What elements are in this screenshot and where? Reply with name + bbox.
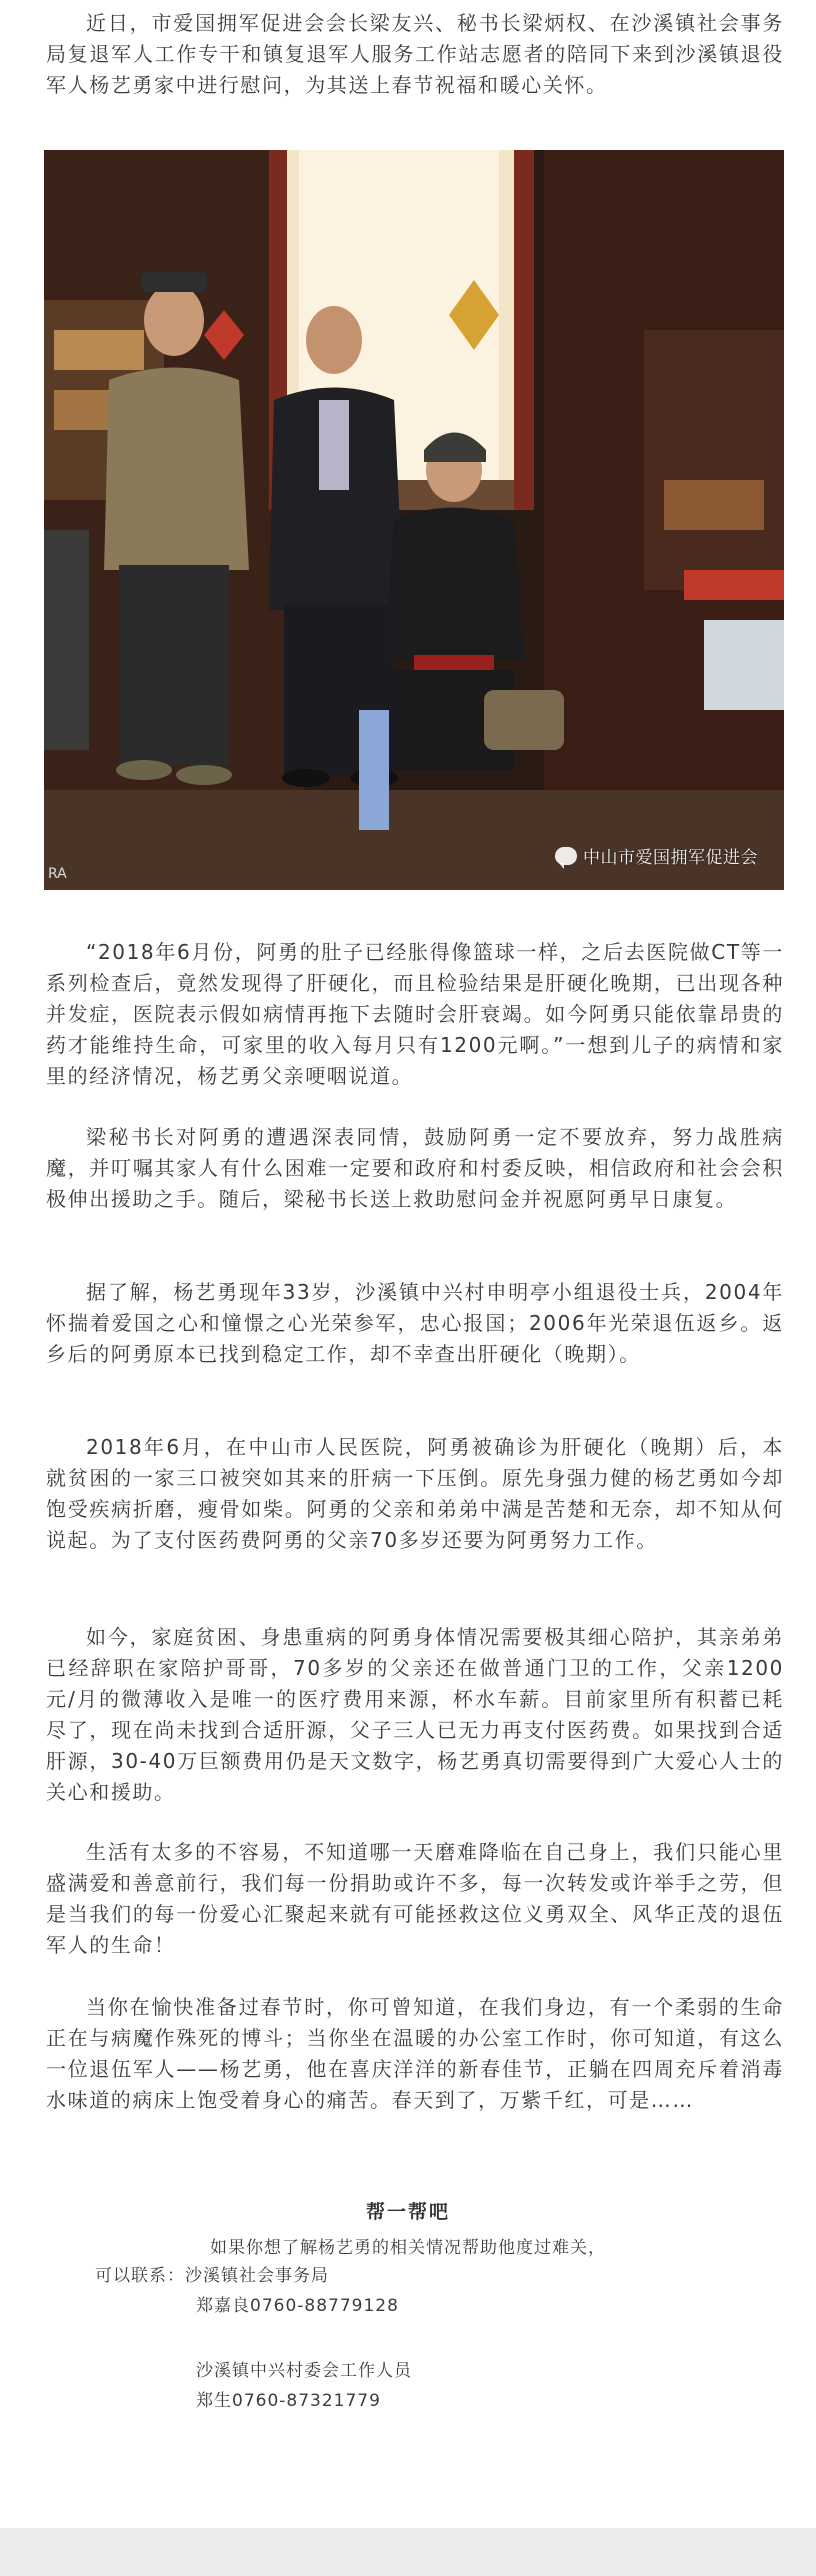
intro-paragraph: 近日，市爱国拥军促进会会长梁友兴、秘书长梁炳权、在沙溪镇社会事务局复退军人工作专干和镇复退军人服务工作站志愿者的陪同下来到沙溪镇退役军人杨艺勇家中进行慰问，为其送上春节祝福和暖心关怀。 xyxy=(46,11,784,97)
help-contact-1: 郑嘉良0760-88779128 xyxy=(196,2296,399,2316)
help-contact-2: 郑生0760-87321779 xyxy=(196,2391,381,2411)
article-photo xyxy=(44,150,784,890)
watermark-text: 中山市爱国拥军促进会 xyxy=(583,848,758,868)
paragraph-1: “2018年6月份，阿勇的肚子已经胀得像篮球一样，之后去医院做CT等一系列检查后，竟然发现得了肝硬化，而且检验结果是肝硬化晚期，已出现各种并发症，医院表示假如病情再拖下去随时会肝衰竭。如今阿勇只能依靠昂贵的药才能维持生命，可家里的收入每月只有1200元啊。”一想到儿子的病情和家里的经济情况，杨艺勇父亲哽咽说道。 xyxy=(46,940,784,1088)
help-contact-label: 可以联系：沙溪镇社会事务局 xyxy=(95,2266,329,2286)
help-description: 如果你想了解杨艺勇的相关情况帮助他度过难关， xyxy=(210,2238,606,2258)
wechat-icon xyxy=(555,847,577,865)
paragraph-7: 当你在愉快准备过春节时，你可曾知道，在我们身边，有一个柔弱的生命正在与病魔作殊死的博斗；当你坐在温暖的办公室工作时，你可知道，有这么一位退伍军人——杨艺勇，他在喜庆洋洋的新春佳节，正躺在四周充斥着消毒水味道的病床上饱受着身心的痛苦。春天到了，万紫千红，可是…… xyxy=(46,1995,784,2112)
help-title: 帮一帮吧 xyxy=(365,2201,450,2223)
paragraph-2: 梁秘书长对阿勇的遭遇深表同情，鼓励阿勇一定不要放弃，努力战胜病魔，并叮嘱其家人有什么困难一定要和政府和村委反映，相信政府和社会会积极伸出援助之手。随后，梁秘书长送上救助慰问金并祝愿阿勇早日康复。 xyxy=(46,1125,784,1211)
photo-watermark xyxy=(555,843,758,868)
paragraph-6: 生活有太多的不容易，不知道哪一天磨难降临在自己身上，我们只能心里盛满爱和善意前行，我们每一份捐助或许不多，每一次转发或许举手之劳，但是当我们的每一份爱心汇聚起来就有可能拯救这位义勇双全、风华正茂的退伍军人的生命！ xyxy=(46,1840,784,1957)
paragraph-3: 据了解，杨艺勇现年33岁，沙溪镇中兴村申明亭小组退役士兵，2004年怀揣着爱国之心和憧憬之心光荣参军，忠心报国；2006年光荣退伍返乡。返乡后的阿勇原本已找到稳定工作，却不幸查出肝硬化（晚期）。 xyxy=(46,1280,784,1366)
photo-illustration xyxy=(44,150,784,890)
photo-corner-mark: RA xyxy=(48,866,67,882)
help-org-2: 沙溪镇中兴村委会工作人员 xyxy=(196,2361,412,2381)
footer-bar xyxy=(0,2528,816,2576)
paragraph-4: 2018年6月，在中山市人民医院，阿勇被确诊为肝硬化（晚期）后，本就贫困的一家三口被突如其来的肝病一下压倒。原先身强力健的杨艺勇如今却饱受疾病折磨，瘦骨如柴。阿勇的父亲和弟弟中满是苦楚和无奈，却不知从何说起。为了支付医药费阿勇的父亲70多岁还要为阿勇努力工作。 xyxy=(46,1435,784,1552)
paragraph-5: 如今，家庭贫困、身患重病的阿勇身体情况需要极其细心陪护，其亲弟弟已经辞职在家陪护哥哥，70多岁的父亲还在做普通门卫的工作，父亲1200元/月的微薄收入是唯一的医疗费用来源，杯水车薪。目前家里所有积蓄已耗尽了，现在尚未找到合适肝源，父子三人已无力再支付医药费。如果找到合适肝源，30-40万巨额费用仍是天文数字，杨艺勇真切需要得到广大爱心人士的关心和援助。 xyxy=(46,1625,784,1804)
